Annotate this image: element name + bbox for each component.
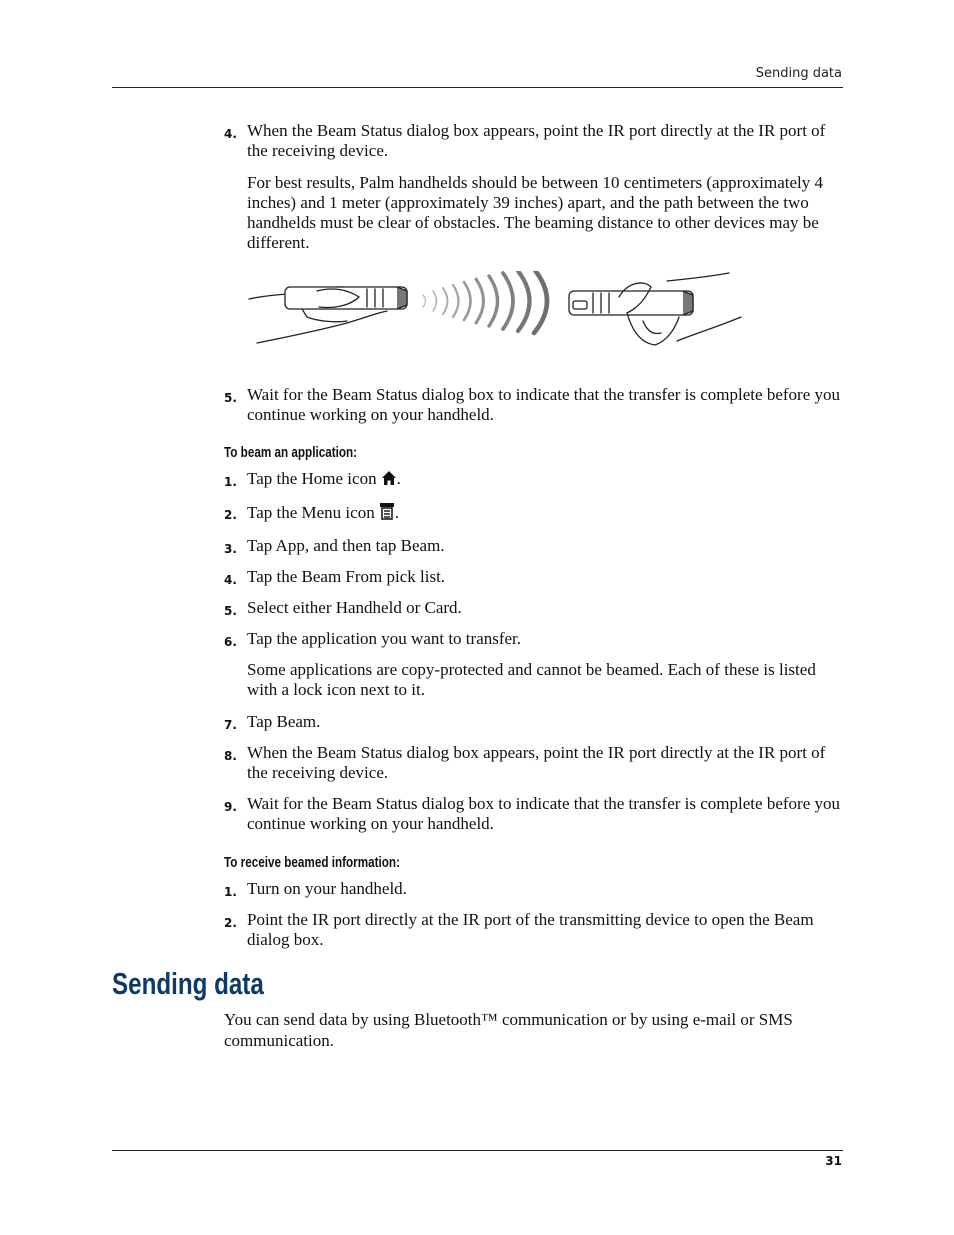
step-text: Wait for the Beam Status dialog box to indicate that the transfer is complete before you continue working on your handheld. <box>247 385 840 424</box>
receive-step-2 <box>224 910 844 950</box>
step-text: Wait for the Beam Status dialog box to indicate that the transfer is complete before you continue working on your handheld. <box>247 794 840 833</box>
step-text: Tap the Beam From pick list. <box>247 567 446 586</box>
step-text: Tap the application you want to transfer. <box>247 629 522 648</box>
app-step-4 <box>224 567 844 587</box>
step-number: 2. <box>224 916 237 930</box>
step-text: Tap the Home icon <box>247 469 377 488</box>
app-step-3 <box>224 536 844 556</box>
step-suffix: . <box>394 503 399 522</box>
receive-step-1 <box>224 879 844 899</box>
step-number: 3. <box>224 542 237 556</box>
step-text: Point the IR port directly at the IR port of the transmitting device to open the Beam dialog box. <box>247 910 814 949</box>
header-rule <box>112 87 843 88</box>
step-number: 4. <box>224 127 237 141</box>
section-intro: You can send data by using Bluetooth™ communication or by using e-mail or SMS communication. <box>224 1010 793 1050</box>
page-number: 31 <box>825 1154 842 1168</box>
app-step-5 <box>224 598 844 618</box>
home-icon <box>381 470 397 491</box>
step-number: 9. <box>224 800 237 814</box>
step-suffix: . <box>396 469 401 488</box>
step-number: 6. <box>224 635 237 649</box>
app-step-9 <box>224 794 844 834</box>
app-step-6 <box>224 629 844 649</box>
menu-icon <box>379 502 395 525</box>
footer-rule <box>112 1150 843 1151</box>
beam-app-heading: To beam an application: <box>224 444 358 461</box>
app-step-7 <box>224 712 844 732</box>
beam-step-4 <box>224 121 844 161</box>
app-step-8 <box>224 743 844 783</box>
app-step-1 <box>224 469 844 491</box>
beam-step-5 <box>224 385 844 425</box>
app-step-2 <box>224 502 844 525</box>
beam-distance-note: For best results, Palm handhelds should be between 10 centimeters (approximately 4 inches) and 1 meter (approximately 39 inches) apart, and the path between the two handhelds must be clear of obstacles. The beaming distance to other devices may be different. <box>247 173 823 252</box>
step-text: Select either Handheld or Card. <box>247 598 462 617</box>
beaming-handhelds-illustration <box>247 271 747 361</box>
step-text: Tap the Menu icon <box>247 503 375 522</box>
step-text: Tap Beam. <box>247 712 321 731</box>
step-number: 1. <box>224 475 237 489</box>
step-number: 5. <box>224 391 237 405</box>
step-text: Turn on your handheld. <box>247 879 407 898</box>
copy-protected-note: Some applications are copy-protected and cannot be beamed. Each of these is listed with a lock icon next to it. <box>247 660 816 699</box>
step-number: 2. <box>224 508 237 522</box>
section-heading: Sending data <box>112 966 264 1001</box>
step-number: 4. <box>224 573 237 587</box>
step-text: Tap App, and then tap Beam. <box>247 536 445 555</box>
step-number: 8. <box>224 749 237 763</box>
running-header: Sending data <box>755 66 842 81</box>
receive-heading: To receive beamed information: <box>224 854 400 871</box>
step-text: When the Beam Status dialog box appears, point the IR port directly at the IR port of the receiving device. <box>247 743 826 782</box>
page-content <box>224 121 844 950</box>
step-number: 7. <box>224 718 237 732</box>
step-number: 5. <box>224 604 237 618</box>
step-number: 1. <box>224 885 237 899</box>
step-text: When the Beam Status dialog box appears, point the IR port directly at the IR port of the receiving device. <box>247 121 826 160</box>
